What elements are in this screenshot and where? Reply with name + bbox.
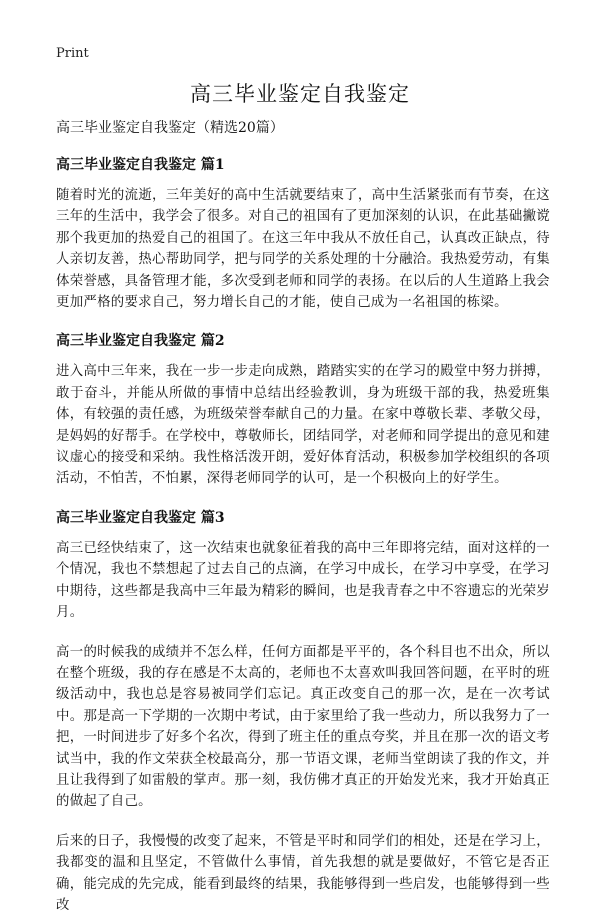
print-link[interactable]: Print [56, 46, 89, 61]
section-paragraph: 后来的日子，我慢慢的改变了起来，不管是平时和同学们的相处，还是在学习上，我都变的温和且坚定，不管做什么事情，首先我想的就是要做好，不管它是否正确，能完成的先完成，能看到最终的结果，我能够得到一些启发，也能够得到一些改 [56, 833, 550, 913]
section-heading: 高三毕业鉴定自我鉴定 篇3 [56, 509, 225, 526]
section-paragraph: 高三已经快结束了，这一次结束也就象征着我的高中三年即将完结，面对这样的一个情况，我也不禁想起了过去自己的点滴，在学习中成长，在学习中享受，在学习中期待，这些都是我高中三年最为精彩的瞬间，也是我青春之中不容遗忘的光荣岁月。 [56, 540, 550, 621]
page-title: 高三毕业鉴定自我鉴定 [190, 82, 410, 106]
section-paragraph: 随着时光的流逝，三年美好的高中生活就要结束了，高中生活紧张而有节奏，在这三年的生活中，我学会了很多。对自己的祖国有了更加深刻的认识，在此基础撇谠那个我更加的热爱自己的祖国了。在这三年中我从不放任自己，认真改正缺点，待人亲切友善，热心帮助同学，把与同学的关系处理的十分融洽。我热爱劳动，有集体荣誉感，具备管理才能，多次受到老师和同学的表扬。在以后的人生道路上我会更加严格的要求自己，努力增长自己的才能，使自己成为一名祖国的栋梁。 [56, 188, 550, 311]
section-1 [56, 155, 550, 313]
document-subtitle: 高三毕业鉴定自我鉴定（精选20篇） [56, 120, 284, 136]
section-2 [56, 331, 550, 489]
section-3 [56, 508, 550, 916]
section-heading: 高三毕业鉴定自我鉴定 篇1 [56, 157, 225, 173]
section-paragraph: 进入高中三年来，我在一步一步走向成熟，踏踏实实的在学习的殿堂中努力拼搏，敢于奋斗，并能从所做的事情中总结出经验教训，身为班级干部的我，热爱班集体，有较强的责任感，为班级荣誉奉献自己的力量。在家中尊敬长辈、孝敬父母，是妈妈的好帮手。在学校中，尊敬师长，团结同学，对老师和同学提出的意见和建议虚心的接受和采纳。我性格活泼开朗，爱好体育活动，积极参加学校组织的各项活动，不怕苦，不怕累，深得老师同学的认可，是一个积极向上的好学生。 [56, 364, 550, 487]
document-body [56, 118, 550, 916]
section-heading: 高三毕业鉴定自我鉴定 篇2 [56, 333, 225, 350]
section-paragraph: 高一的时候我的成绩并不怎么样，任何方面都是平平的，各个科目也不出众，所以在整个班级，我的存在感是不太高的，老师也不太喜欢叫我回答问题，在平时的班级活动中，我也总是容易被同学们忘记。真正改变自己的那一次，是在一次考试中。那是高一下学期的一次期中考试，由于家里给了我一些动力，所以我努力了一把，一时间进步了好多个名次，得到了班主任的重点夸奖，并且在那一次的语文考试当中，我的作文荣获全校最高分，那一节语文课，老师当堂朗读了我的作文，并且让我得到了如雷般的掌声。那一刻，我仿佛才真正的开始发光来，我才开始真正的做起了自己。 [56, 644, 550, 810]
